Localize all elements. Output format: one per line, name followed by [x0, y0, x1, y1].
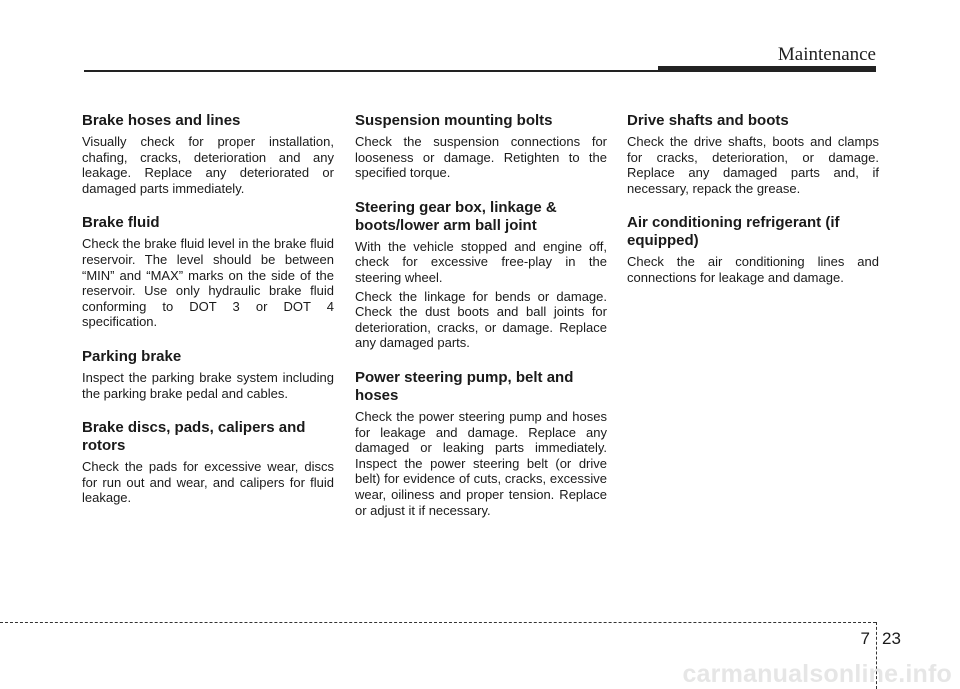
- section-heading: Air conditioning refrigerant (if equipped): [627, 214, 840, 250]
- section-body: Inspect the parking brake system including the parking brake pedal and cables.: [82, 369, 334, 401]
- section-body: Check the power steering pump and hoses for leakage and damage. Replace any damaged or leaking parts immediately. Inspect the power steering belt (or drive belt) for evidence of cuts, cracks, excessive wear, oiliness and proper tension. Replace or adjust it if necessary.: [355, 408, 607, 518]
- section-body: With the vehicle stopped and engine off, check for excessive free-play in the steering wheel.: [355, 238, 607, 285]
- section-heading: Brake fluid: [82, 214, 160, 232]
- section-heading: Brake discs, pads, calipers and rotors: [82, 419, 306, 455]
- section-body: Check the air conditioning lines and connections for leakage and damage.: [627, 254, 879, 285]
- section-body: Check the linkage for bends or damage. Check the dust boots and ball joints for deterioration, cracks, or damage. Replace any damaged parts.: [355, 288, 607, 351]
- section-heading: Parking brake: [82, 347, 182, 365]
- page-number: 23: [882, 629, 901, 648]
- footer-rule: [0, 622, 876, 623]
- section-heading: Brake hoses and lines: [82, 112, 241, 129]
- section-heading: Drive shafts and boots: [627, 112, 789, 129]
- section-brake-discs: [82, 419, 334, 506]
- section-parking-brake: [82, 348, 334, 401]
- section-brake-fluid: [82, 214, 334, 330]
- header-rule-accent: [658, 66, 876, 72]
- section-heading: Steering gear box, linkage & boots/lower arm ball joint: [355, 198, 557, 234]
- section-brake-hoses: [82, 112, 334, 196]
- section-body: Check the brake fluid level in the brake fluid reservoir. The level should be between “MIN” and “MAX” marks on the side of the reservoir. Use only hydraulic brake fluid conforming to DOT 3 or DOT 4 specification.: [82, 236, 334, 330]
- section-drive-shafts: [627, 112, 879, 196]
- section-air-conditioning: [627, 214, 879, 285]
- section-body: Check the pads for excessive wear, discs for run out and wear, and calipers for fluid leakage.: [82, 459, 334, 506]
- section-power-steering: [355, 369, 607, 518]
- section-heading: Suspension mounting bolts: [355, 112, 553, 129]
- content-column-3: [627, 112, 879, 304]
- section-steering-gear: [355, 199, 607, 351]
- content-column-2: [355, 112, 607, 536]
- page-header-title: Maintenance: [777, 44, 876, 65]
- section-body: Visually check for proper installation, chafing, cracks, deterioration and any leakage. Replace any deteriorated or damaged parts immediately.: [82, 134, 334, 196]
- section-body: Check the suspension connections for looseness or damage. Retighten to the specified torque.: [355, 134, 607, 181]
- section-suspension-bolts: [355, 112, 607, 181]
- chapter-number: 7: [860, 629, 870, 648]
- header-rule: [84, 70, 664, 72]
- section-heading: Power steering pump, belt and hoses: [355, 368, 574, 404]
- content-column-1: [82, 112, 334, 524]
- section-body: Check the drive shafts, boots and clamps for cracks, deterioration, or damage. Replace any damaged parts and, if necessary, repack the grease.: [627, 134, 879, 196]
- watermark-logo: carmanualsonline.info: [682, 660, 952, 688]
